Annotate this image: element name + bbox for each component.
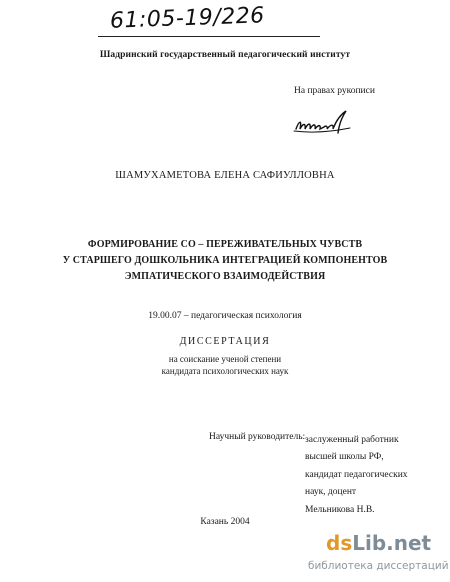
- advisor-line: Мельникова Н.В.: [305, 504, 375, 515]
- institute-name: Шадринский государственный педагогический институт: [99, 50, 351, 60]
- dslib-watermark: [300, 527, 450, 582]
- city-year: Казань 2004: [200, 517, 250, 527]
- title-line: У СТАРШЕГО ДОШКОЛЬНИКА ИНТЕГРАЦИЕЙ КОМПОНЕНТОВ: [62, 255, 388, 266]
- watermark-logo-rest: Lib.net: [352, 531, 432, 555]
- watermark-logo: [326, 531, 431, 555]
- watermark-logo-prefix: ds: [326, 531, 353, 555]
- title-line: ФОРМИРОВАНИЕ СО – ПЕРЕЖИВАТЕЛЬНЫХ ЧУВСТВ: [87, 239, 363, 250]
- advisor-line: высшей школы РФ,: [305, 452, 384, 463]
- dissertation-title: [0, 237, 450, 285]
- degree-line: на соискание ученой степени: [168, 354, 282, 364]
- watermark-subtitle: библиотека диссертаций: [308, 560, 449, 572]
- rights-note: На правах рукописи: [294, 86, 375, 96]
- document-type: ДИССЕРТАЦИЯ: [179, 336, 271, 347]
- degree-line: кандидата психологических наук: [161, 366, 289, 376]
- advisor-line: кандидат педагогических: [305, 469, 408, 480]
- advisor-details: [305, 432, 408, 519]
- handwritten-signature: [290, 107, 360, 137]
- advisor-line: заслуженный работник: [305, 435, 399, 445]
- degree-description: [0, 353, 450, 377]
- advisor-label: Научный руководитель:: [209, 432, 306, 442]
- specialty-code: 19.00.07 – педагогическая психология: [148, 311, 302, 321]
- advisor-line: наук, доцент: [305, 487, 357, 498]
- archive-code: 61:05-19/226: [109, 3, 266, 34]
- title-line: ЭМПАТИЧЕСКОГО ВЗАИМОДЕЙСТВИЯ: [124, 271, 326, 282]
- author-name: ШАМУХАМЕТОВА ЕЛЕНА САФИУЛЛОВНА: [115, 170, 335, 181]
- archive-underline: [98, 36, 320, 37]
